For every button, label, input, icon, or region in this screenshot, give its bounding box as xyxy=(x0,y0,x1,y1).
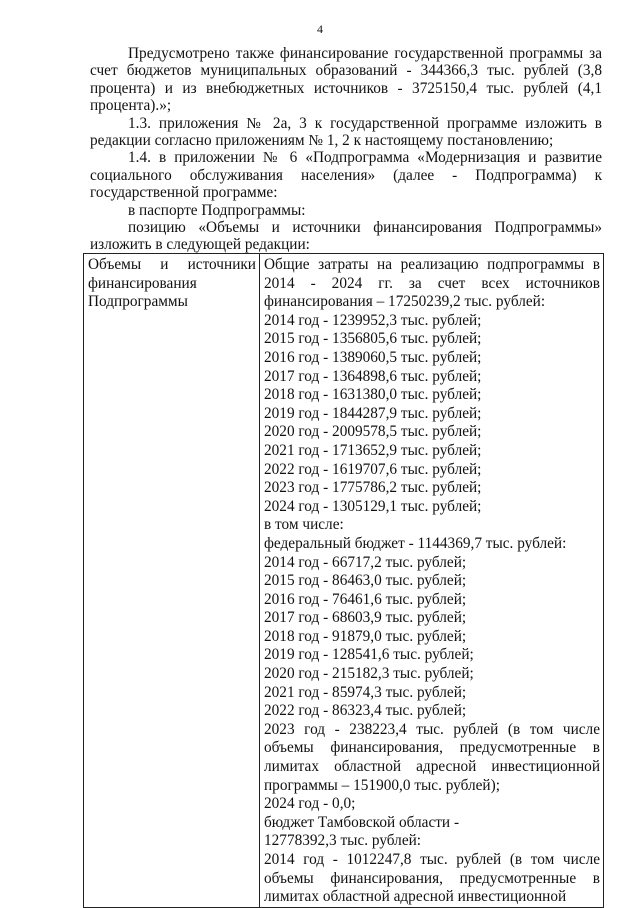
paragraph-appendices: 1.3. приложения № 2а, 3 к государственной программе изложить в редакции согласно приложениям № 1, 2 к настоящему постановлению; xyxy=(90,114,602,150)
table-crop xyxy=(83,253,604,906)
federal-year-line: 2014 год - 66717,2 тыс. рублей; xyxy=(264,553,467,571)
regional-2014-line: 2014 год - 1012247,8 тыс. рублей (в том числе объемы финансирования, предусмотренные в лимитах областной адресной инвестиционной xyxy=(264,851,600,906)
paragraph-subprogram: 1.4. в приложении № 6 «Подпрограмма «Модернизация и развитие социального обслуживания населения» (далее - Подпрограмма) к государственной программе: xyxy=(90,149,602,202)
total-year-line: 2021 год - 1713652,9 тыс. рублей; xyxy=(264,441,482,459)
total-year-line: 2024 год - 1305129,1 тыс. рублей; xyxy=(264,497,482,515)
total-year-line: 2017 год - 1364898,6 тыс. рублей; xyxy=(264,367,482,385)
including-label: в том числе: xyxy=(264,516,344,534)
left-cell-text: Объемы и источники финансирования Подпрограммы xyxy=(88,256,256,311)
body-text xyxy=(90,45,602,254)
federal-2024-line: 2024 год - 0,0; xyxy=(264,795,356,813)
federal-year-line: 2019 год - 128541,6 тыс. рублей; xyxy=(264,646,474,664)
total-year-line: 2023 год - 1775786,2 тыс. рублей; xyxy=(264,479,482,497)
financing-table xyxy=(83,253,604,908)
regional-label: бюджет Тамбовской области - xyxy=(264,813,460,831)
federal-2023-line: 2023 год - 238223,4 тыс. рублей (в том числе объемы финансирования, предусмотренные в лимитах областной адресной инвестиционной программы – 151900,0 тыс. рублей); xyxy=(264,720,600,794)
total-year-line: 2020 год - 2009578,5 тыс. рублей; xyxy=(264,423,482,441)
total-year-line: 2022 год - 1619707,6 тыс. рублей; xyxy=(264,460,482,478)
page-number: 4 xyxy=(317,22,323,36)
total-year-line: 2016 год - 1389060,5 тыс. рублей; xyxy=(264,348,482,366)
total-year-line: 2014 год - 1239952,3 тыс. рублей; xyxy=(264,311,482,329)
federal-year-line: 2016 год - 76461,6 тыс. рублей; xyxy=(264,590,467,608)
federal-year-line: 2015 год - 86463,0 тыс. рублей; xyxy=(264,572,467,590)
table-row xyxy=(84,254,604,908)
right-intro: Общие затраты на реализацию подпрограммы в 2014 - 2024 гг. за счет всех источников финансирования – 17250239,2 тыс. рублей: xyxy=(264,256,600,311)
paragraph-passport: в паспорте Подпрограммы: xyxy=(128,201,306,219)
federal-label: федеральный бюджет - 1144369,7 тыс. рублей: xyxy=(264,534,567,552)
total-year-line: 2015 год - 1356805,6 тыс. рублей; xyxy=(264,330,482,348)
regional-total: 12778392,3 тыс. рублей: xyxy=(264,832,422,850)
paragraph-financing: Предусмотрено также финансирование государственной программы за счет бюджетов муниципальных образований - 344366,3 тыс. рублей (3,8 процента) и из внебюджетных источников - 3725150,4 тыс. рублей (4,1 процента).»; xyxy=(90,45,602,115)
table-cell-label xyxy=(84,254,260,908)
federal-year-line: 2020 год - 215182,3 тыс. рублей; xyxy=(264,665,474,683)
paragraph-position: позицию «Объемы и источники финансирования Подпрограммы» изложить в следующей редакции: xyxy=(90,219,602,254)
federal-year-line: 2022 год - 86323,4 тыс. рублей; xyxy=(264,702,467,720)
table-cell-values xyxy=(260,254,604,908)
total-year-line: 2019 год - 1844287,9 тыс. рублей; xyxy=(264,404,482,422)
federal-year-line: 2018 год - 91879,0 тыс. рублей; xyxy=(264,627,467,645)
federal-year-line: 2021 год - 85974,3 тыс. рублей; xyxy=(264,683,467,701)
total-year-line: 2018 год - 1631380,0 тыс. рублей; xyxy=(264,386,482,404)
federal-year-line: 2017 год - 68603,9 тыс. рублей; xyxy=(264,609,467,627)
